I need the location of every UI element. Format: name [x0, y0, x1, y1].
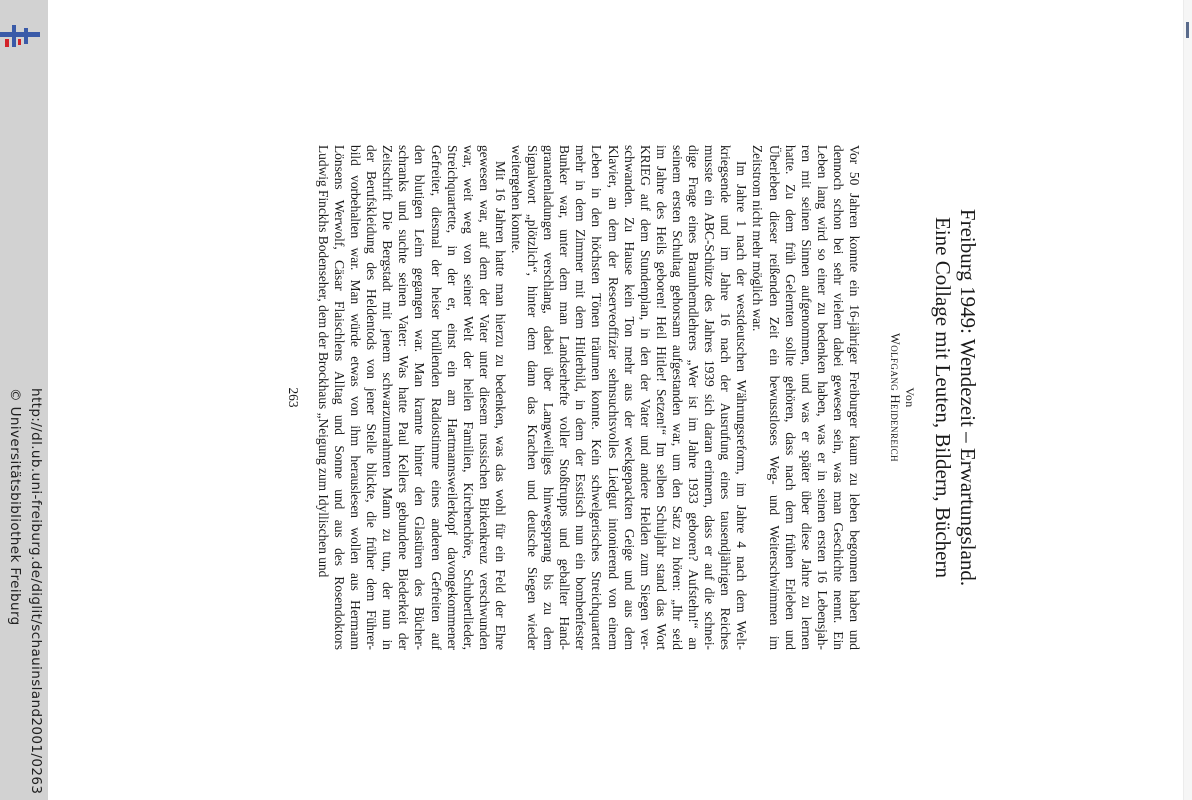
text-line: weitergehen konnte.	[509, 145, 525, 254]
ub-freiburg-logo-icon[interactable]	[0, 22, 44, 52]
text-line: schwanden. Zu Hause kein Ton mehr aus der weckgepackten Geige und aus dem	[621, 145, 637, 650]
text-line: gewesen war, auf dem der Vater unter diesem russischen Birkenkreuz verschwunden	[476, 145, 492, 650]
text-line: Ludwig Finckhs Bodenseher, dem der Brockhaus „Neigung zum Idyllischen und	[315, 145, 331, 578]
text-line: seinem ersten Schultag gehorsam aufgestanden war, um den Satz zu hören: „Ihr seid	[669, 145, 685, 650]
text-line: Klavier, an dem der Reserveoffizier sehnsuchtsvolles Liedgut intonierend von einem	[605, 145, 621, 650]
author-byline	[887, 145, 917, 650]
text-line: Vor 50 Jahren konnte ein 16-jähriger Freiburger kaum zu leben begonnen haben und	[847, 145, 862, 650]
text-line: war, weit weg von seiner Welt der heilen Familien, Kirchenchöre, Schubertlieder,	[460, 145, 476, 650]
copyright-notice: © Universitätsbibliothek Freiburg	[7, 388, 23, 626]
text-line: den blutigen Leim gegangen war. Man kramte hinter den Glastüren des Bücher-	[412, 145, 428, 650]
article-body	[315, 145, 862, 650]
text-line: schranks und suchte seinen Vater: Was hatte Paul Kellers gebundene Biederkeit der	[396, 145, 412, 650]
text-line: mehr in dem Zimmer mit dem Hitlerbild, in dem der Esstisch nun ein bombenfester	[573, 145, 589, 650]
text-line: hatte. Zu dem früh Gelernten sollte gehören, dass nach dem frühen Erleben und	[782, 145, 798, 650]
source-info	[4, 388, 46, 794]
paragraph	[749, 145, 862, 650]
text-line: Leben lang wird so einer zu bedenken haben, was er in seinen ersten 16 Lebensjah-	[814, 145, 830, 650]
right-edge-strip	[1183, 0, 1192, 800]
text-line: Zeitschrift Die Bergstadt mit jenem schwarzumrahmten Mann zu tun, der nun in	[380, 145, 396, 650]
text-line: Mit 16 Jahren hatte man hierzu zu bedenken, was das wohl für ein Feld der Ehre	[492, 161, 508, 650]
text-line: Lönsens Werwolf, Cäsar Flaischlens Alltag und Sonne und aus des Rosendoktors	[332, 145, 347, 650]
sidebar-strip	[0, 0, 48, 800]
author-name: Wolfgang Heidenreich	[888, 333, 902, 462]
text-line: Im Jahre 1 nach der westdeutschen Währungsreform, im Jahre 4 nach dem Welt-	[734, 161, 750, 650]
scanned-page	[285, 145, 980, 650]
title-line-1: Freiburg 1949: Wendezeit – Erwartungsland.	[956, 208, 980, 587]
text-line: Zeitstrom nicht mehr möglich war.	[750, 145, 766, 332]
paragraph	[508, 145, 749, 650]
text-line: ren mit seinen Sinnen aufgenommen, und was er später über diese Jahre zu lernen	[798, 145, 814, 650]
text-line: dennoch schon bei sehr vielem dabei gewesen sein, was man Geschichte nennt. Ein	[830, 145, 846, 650]
text-line: musste ein ABC-Schütze des Jahres 1939 sich daran erinnern, dass er auf die schnei-	[702, 145, 718, 650]
text-line: Überleben dieser reißenden Zeit ein bewusstloses Weg- und Weiterschwimmen im	[766, 145, 782, 650]
text-line: im Jahre des Heils geboren! Heil Hitler! Setzen!“ Im selben Schuljahr stand das Wort	[653, 145, 669, 650]
paragraph	[315, 145, 508, 650]
text-line: granatenladungen verschlang, dabei über Langweiliges hinwegsprang bis zu dem	[541, 145, 557, 650]
page-number: 263	[285, 387, 301, 408]
text-line: kriegsende und im Jahre 16 nach der Ausrufung eines tausendjährigen Reiches	[718, 145, 734, 650]
page-marker-icon	[1186, 22, 1189, 38]
text-line: Streichquartette, in der er, einst ein am Hartmannsweilerkopf davongekommener	[444, 145, 460, 650]
article-title	[930, 145, 980, 650]
text-line: Signalwort „plötzlich“, hinter dem dann das Krachen und deutsche Siegen wieder	[525, 145, 541, 650]
text-line: Bunker war, unter dem man Landserhefte voller Stoßtrupps und geballter Hand-	[557, 145, 573, 650]
text-line: KRIEG auf dem Stundenplan, in den der Vater und andere Helden zum Siegen ver-	[637, 145, 653, 650]
text-line: dige Frage eines Braunhemdlehrers „Wer ist im Jahre 1933 geboren? Aufstehn!“ an	[686, 145, 702, 650]
text-line: Leben in den höchsten Tönen träumen konnte. Kein schwelgerisches Streichquartett	[589, 145, 605, 650]
source-url[interactable]: http://dl.ub.uni-freiburg.de/diglit/schauinsland2001/0263	[28, 388, 44, 795]
author-prefix: Von	[903, 387, 917, 408]
text-line: der Berufskleidung des Heldentods von jener Stelle blickte, die früher dem Führer-	[364, 145, 380, 650]
title-line-2: Eine Collage mit Leuten, Bildern, Büchern	[931, 217, 955, 578]
text-line: bild vorbehalten war. Man würde etwas von ihm herauslesen wollen aus Hermann	[348, 145, 364, 650]
text-line: Gefreiter, diesmal der heiser brüllenden Radiostimme eines anderen Gefreiten auf	[428, 145, 444, 650]
